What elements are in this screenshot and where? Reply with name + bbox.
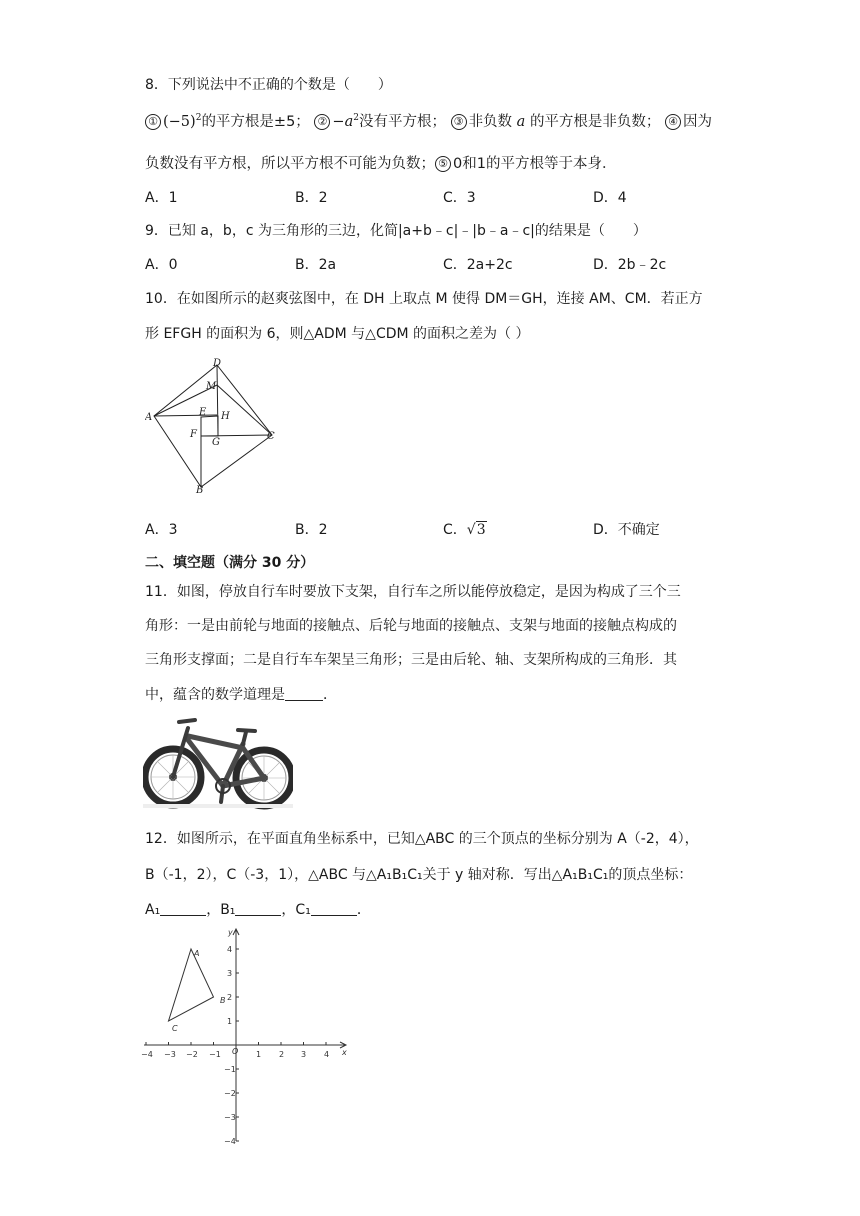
option-prefix: C． [443,522,467,538]
q9-option-c[interactable]: C．2a+2c [443,257,513,273]
statement-text: 0和1的平方根等于本身． [453,156,617,172]
triangle-abc [169,949,214,1021]
statement-number: ④ [665,114,681,130]
q12-line1: 12．如图所示，在平面直角坐标系中，已知△ABC 的三个顶点的坐标分别为 A（-2，4）， [145,831,699,847]
y-tick-label: −1 [224,1065,236,1074]
expr: (−5) [163,114,196,130]
statement-number: ① [145,114,161,130]
q9-option-a[interactable]: A．0 [145,257,178,273]
x-tick-label: −2 [186,1050,198,1059]
statement-number: ⑤ [435,156,451,172]
statement-text: 的平方根是±5； [201,114,310,130]
origin-label: O [232,1047,239,1056]
point-c-label: C [172,1024,178,1033]
q8-statements-line2 [145,152,616,173]
q9-stem: 9．已知 a，b，c 为三角形的三边，化简|a+b﹣c|﹣|b﹣a﹣c|的结果是（ ） [145,223,647,239]
zhao-shuang-diagram [145,355,285,495]
q12-answer-line [145,899,371,919]
expr: −a [332,114,354,130]
y-tick-label: −4 [224,1137,236,1145]
q8-statements-line1 [145,110,712,131]
label-h: H [221,411,230,422]
statement-text: 的平方根是非负数； [529,114,661,130]
x-tick-label: −4 [141,1050,153,1059]
y-tick-label: 4 [227,945,233,954]
coordinate-graph [140,925,355,1145]
q10-stem-line2: 形 EFGH 的面积为 6，则△ADM 与△CDM 的面积之差为（ ） [145,326,530,342]
answer-blank-c1[interactable] [311,903,357,916]
section-title: 二、填空题（满分 30 分） [145,555,315,571]
statement-text: 负数没有平方根，所以平方根不可能为负数； [145,156,435,172]
bicycle-image [143,714,293,810]
x-tick-label: 3 [301,1050,307,1059]
q8-stem: 8．下列说法中不正确的个数是（ ） [145,77,392,93]
segment-cm [217,385,272,435]
y-tick-label: 3 [227,969,233,978]
exponent: 2 [195,113,202,124]
label-b1: ，B₁ [206,902,236,918]
y-tick-label: 2 [227,993,233,1002]
q10-option-a[interactable]: A．3 [145,522,178,538]
q11-line1: 11．如图，停放自行车时要放下支架，自行车之所以能停放稳定，是因为构成了三个三 [145,584,681,600]
q8-option-d[interactable]: D．4 [593,190,627,206]
answer-blank-a1[interactable] [160,903,206,916]
y-tick-label: −2 [224,1089,236,1098]
label-c: C [267,431,275,442]
q8-option-c[interactable]: C．3 [443,190,476,206]
exponent: 2 [353,113,359,124]
statement-number: ③ [451,114,467,130]
label-a1: A₁ [145,902,161,918]
q8-option-a[interactable]: A．1 [145,190,178,206]
q10-option-c[interactable] [443,519,487,539]
inner-square-efgh [201,416,218,436]
answer-blank[interactable] [285,688,323,701]
label-b: B [196,485,204,495]
q10-stem-line1: 10．在如图所示的赵爽弦图中，在 DH 上取点 M 使得 DM＝GH，连接 AM、CM．若正方 [145,291,703,307]
variable: a [516,114,526,130]
statement-text: 非负数 [468,114,513,130]
sqrt-symbol: √ [466,522,476,538]
y-axis-label: y [228,928,233,937]
x-tick-label: 4 [324,1050,330,1059]
q10-option-b[interactable]: B．2 [295,522,328,538]
q11-line3: 三角形支撑面；二是自行车车架呈三角形；三是由后轮、轴、支架所构成的三角形．其 [145,652,677,668]
answer-blank-b1[interactable] [235,903,281,916]
q11-line2: 角形：一是由前轮与地面的接触点、后轮与地面的接触点、支架与地面的接触点构成的 [145,618,677,634]
q11-line4-text: 中，蕴含的数学道理是 [145,687,285,703]
label-c1: ，C₁ [281,902,311,918]
q12-line2: B（-1，2），C（-3，1），△ABC 与△A₁B₁C₁关于 y 轴对称．写出△A₁B₁C₁的顶点坐标： [145,867,693,883]
period: ． [323,687,337,703]
y-tick-label: 1 [227,1017,233,1026]
period: ． [356,902,371,918]
x-tick-label: −3 [164,1050,176,1059]
q9-option-b[interactable]: B．2a [295,257,337,273]
q9-option-d[interactable]: D．2b﹣2c [593,257,667,273]
x-tick-label: 1 [256,1050,262,1059]
label-e: E [199,407,207,418]
x-tick-label: 2 [279,1050,285,1059]
q10-option-d[interactable]: D．不确定 [593,522,660,538]
label-m: M [206,381,217,392]
label-g: G [212,437,220,448]
point-b-label: B [220,996,226,1005]
statement-number: ② [314,114,330,130]
q11-line4 [145,684,337,704]
q8-option-b[interactable]: B．2 [295,190,328,206]
segment-ae [154,415,217,416]
statement-text: 没有平方根； [358,114,446,130]
label-f: F [190,429,197,440]
x-axis-label: x [342,1048,347,1057]
x-tick-label: −1 [209,1050,221,1059]
radicand: 3 [476,522,486,538]
y-tick-label: −3 [224,1113,236,1122]
statement-text: 因为 [683,114,713,130]
label-d: D [213,358,222,369]
label-a: A [145,412,153,423]
bicycle-drawing [143,720,293,808]
point-a-label: A [194,949,200,958]
